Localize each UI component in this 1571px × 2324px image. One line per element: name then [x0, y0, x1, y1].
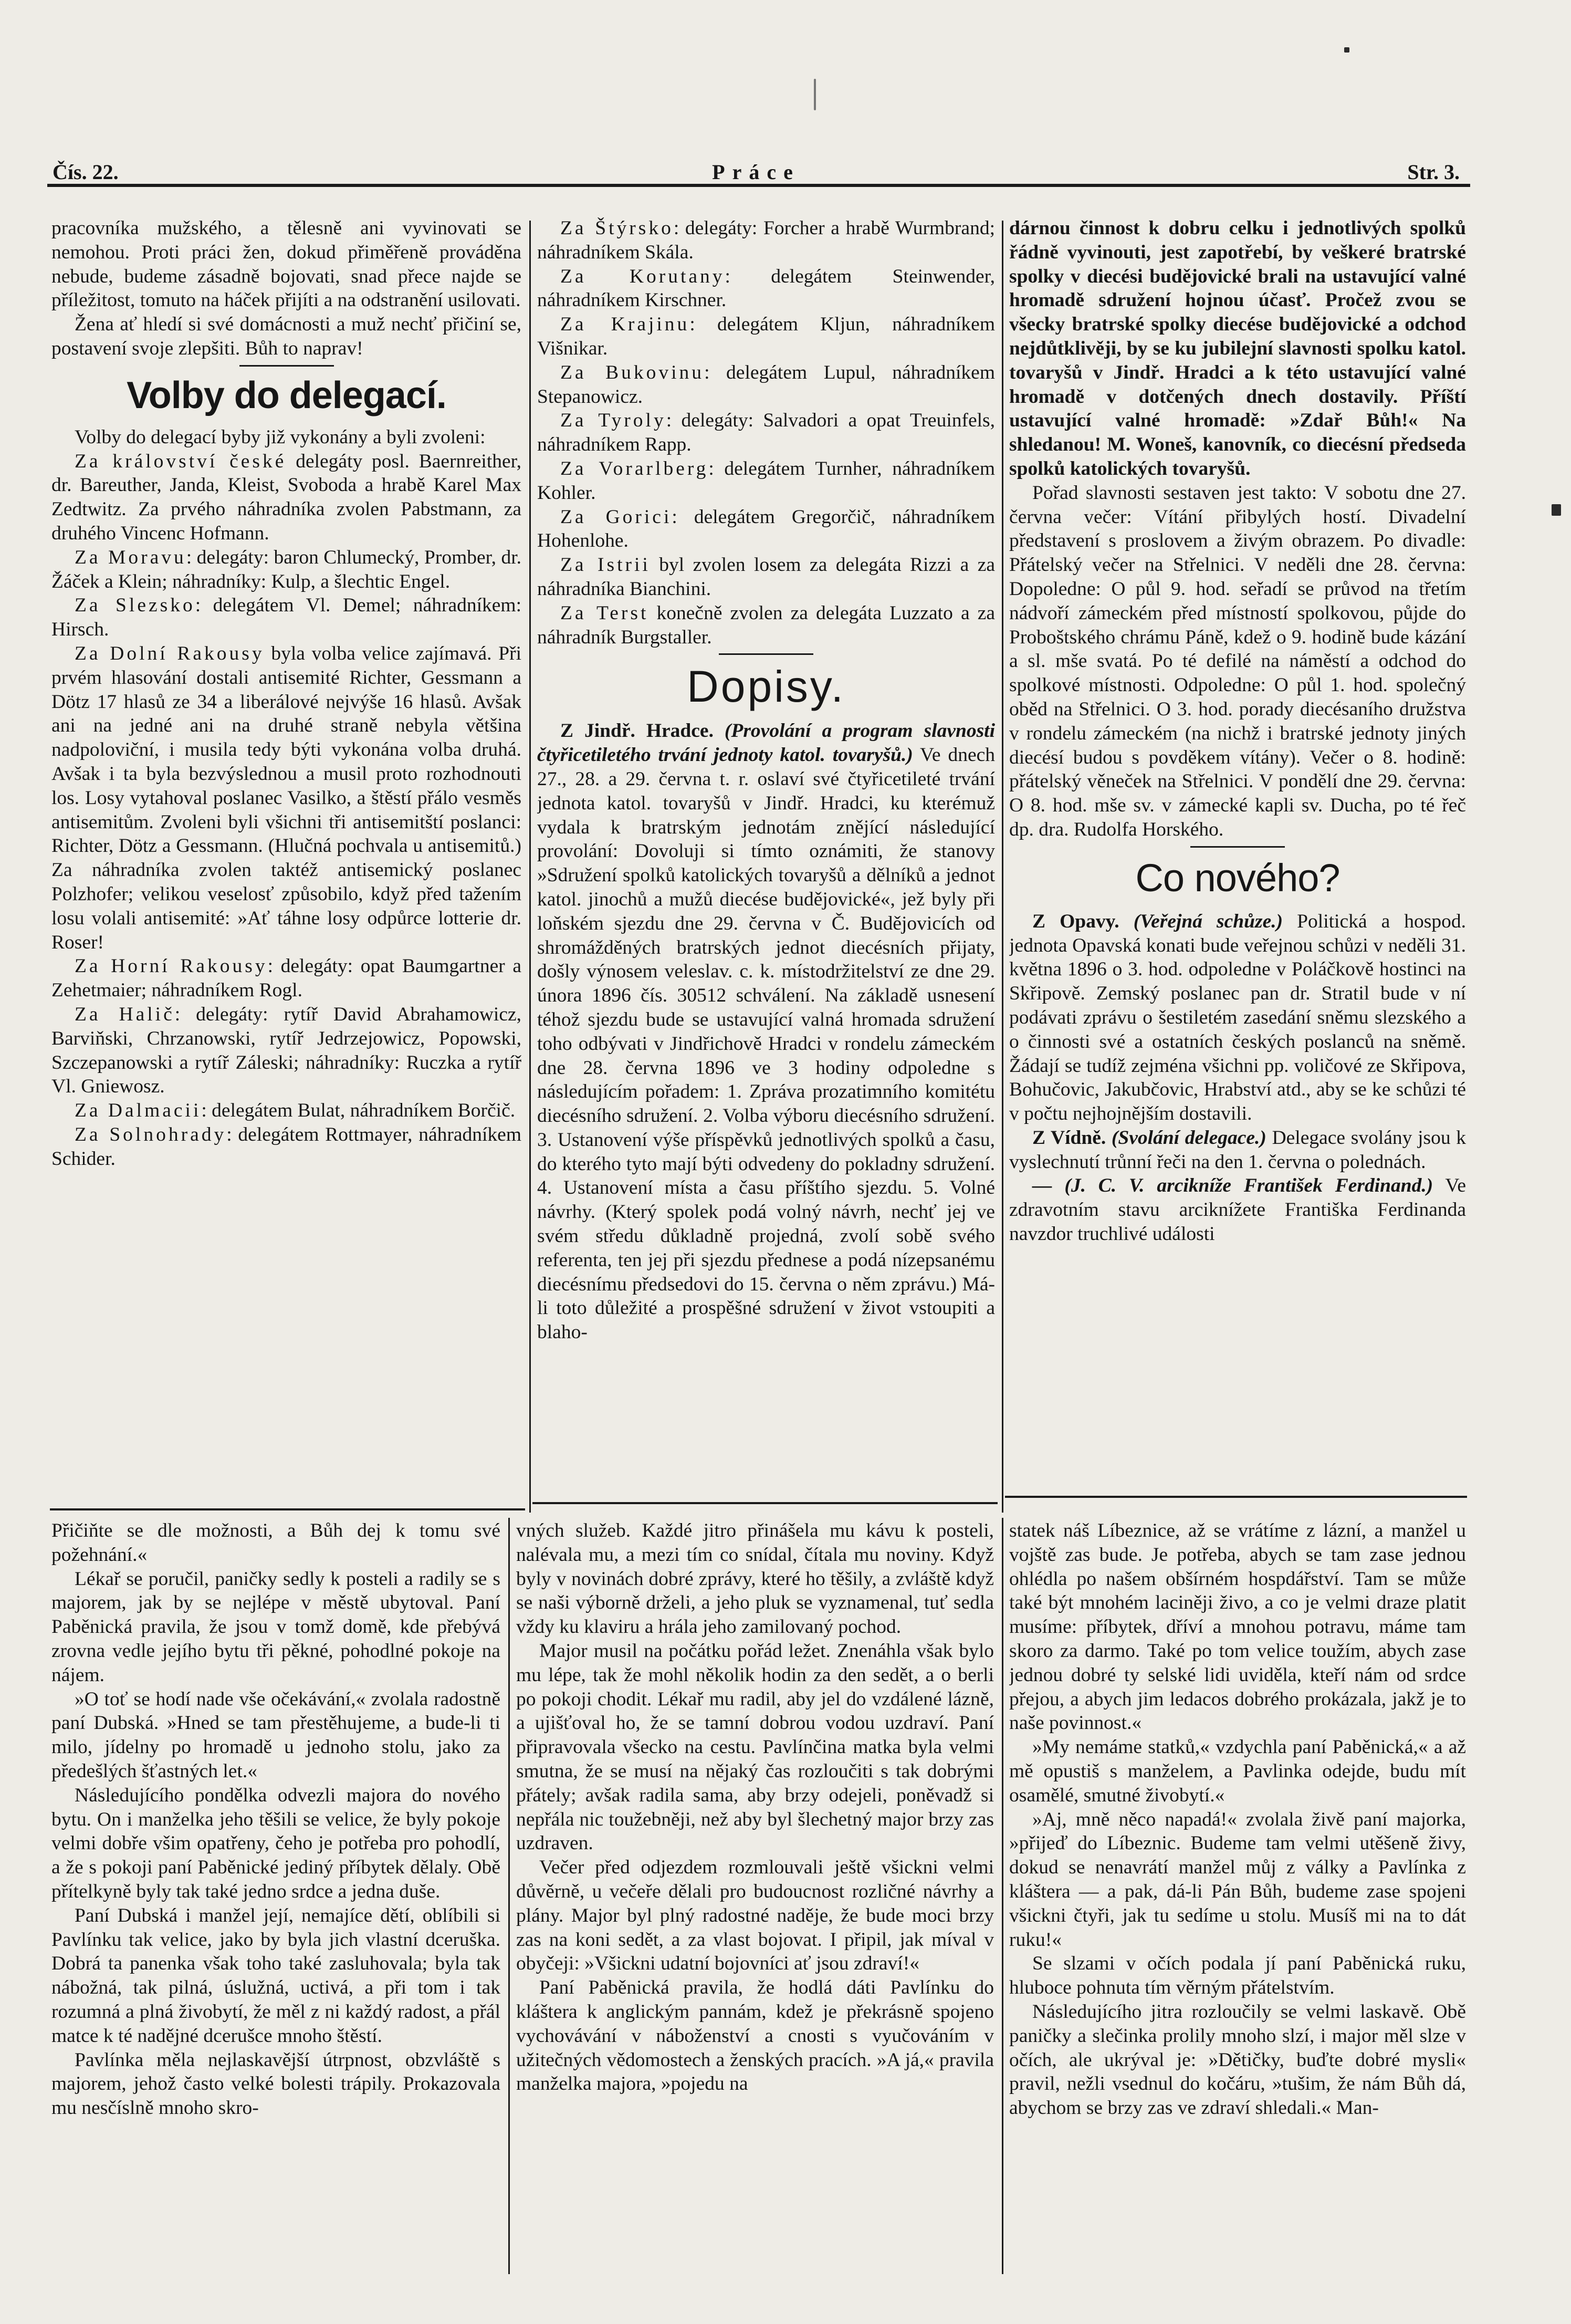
section-divider [532, 1502, 998, 1504]
delegate-entry: Za Slezsko: delegátem Vl. Demel; náhradníkem: Hirsch. [51, 595, 521, 641]
section-heading: Co nového? [1135, 856, 1340, 900]
column-divider [529, 221, 531, 1513]
paragraph: Večer před odjezdem rozmlouvali ještě všickni velmi důvěrně, u večeře dělali pro budoucnost rozličné návrhy a plány. Major byl plný radostné naděje, že bude moci brzy zas na koni sedět, a za vlast bojovat. I připil, jak míval v obyčeji: »Všickni udatní bojovníci ať jsou zdraví!« [516, 1857, 994, 1975]
delegate-entry: Za Dolní Rakousy byla volba velice zajímavá. Při prvém hlasování dostali antisemité Richter, Gessmann a Dötz 17 hlasů ze 34 a liberálové nejvýše 16 hlasů. Avšak ani na jedné ani na druhé straně nebyla většina nadpoloviční, i musila tedy býti vykonána volba druhá. Avšak i ta byla bezvýslednou a musil proto rozhodnouti los. Losy vytahoval poslanec Vasilko, a štěstí přálo vesměs antisemitům. Zvoleni byli všichni tři antisemitští poslanci: Richter, Dötz a Gessmann. (Hlučná pochvala u antisemitů.) Za náhradníka zvolen taktéž antisemický poslanec Polzhofer; velikou veselosť způsobilo, když před tažením losu volali antisemité: »Ať táhne losy odpůrce lotterie dr. Roser! [51, 642, 521, 953]
paragraph: Lékař se poručil, paničky sedly k posteli a radily se s majorem, jak by se nejlépe v městě ubytoval. Paní Paběnická pravila, že jsou v tomž domě, kde přebývá zrovna vedle jejího bytu tři pěkné, pohodlné pokoje na nájem. [51, 1568, 500, 1686]
delegate-entry: Za Vorarlberg: delegátem Turnher, náhradníkem Kohler. [537, 457, 995, 504]
delegate-entry: Za Krajinu: delegátem Kljun, náhradníkem Višnikar. [537, 314, 995, 359]
paragraph: Volby do delegací byby již vykonány a byli zvoleni: [75, 426, 486, 448]
delegate-entry: Za Tyroly: delegáty: Salvadori a opat Treuinfels, náhradníkem Rapp. [537, 410, 995, 456]
news-item: — (J. C. V. arciknížе František Ferdinand.) Ve zdravotním stavu arciknížete Františka Ferdinanda navzdor truchlivé události [1009, 1175, 1466, 1245]
paragraph: Následujícího pondělka odvezli majora do nového bytu. On i manželka jeho těšili se velice, že byly pokoje velmi dobře všim opatřeny, čeho je potřeba pro pohodlí, a že s pokoji paní Paběnické jediný příbytek dělaly. Obě přítelkyně byly tak také jedno srdce a jedna duše. [51, 1784, 500, 1902]
section-heading: Dopisy. [687, 662, 845, 712]
delegate-entry: Za Halič: delegáty: rytíř David Abrahamowicz, Barviňski, Chrzanowski, rytíř Jedrzejowicz, Popowski, Szczepanowski a rytíř Záleski; náhradníky: Ruczka a rytíř Vl. Gniewosz. [51, 1003, 521, 1098]
news-column-1 [51, 216, 521, 1504]
paragraph: Přičiňte se dle možnosti, a Bůh dej k tomu své požehnání.« [51, 1520, 500, 1566]
column-divider [508, 1518, 510, 2274]
delegate-entry: Za Dalmacii: delegátem Bulat, náhradníkem Borčič. [75, 1100, 516, 1122]
article-heading: Volby do delegací. [127, 374, 446, 416]
delegate-entry: Za Bukovinu: delegátem Lupul, náhradníkem Stepanowicz. [537, 361, 995, 408]
paragraph: »O toť se hodí nade vše očekávání,« zvolala radostně paní Dubská. »Hned se tam přestěhujeme, a bude-li ti milo, jídelny po hromadě u jednoho stolu, jako za předešlých šťastných let.« [51, 1688, 500, 1782]
story-column-2 [516, 1519, 994, 2275]
news-column-2 [537, 216, 995, 1498]
short-divider [239, 365, 334, 367]
delegate-entry: Za Korutany: delegátem Steinwender, náhradníkem Kirschner. [537, 265, 995, 311]
paragraph: pracovníka mužského, a tělesně ani vyvinovati se nemohou. Proti práci žen, dokud přiměřeně prováděna nebude, budeme zásadně bojovati, snad přece najde se příležitost, tomuto na háček přijíti a na odstranění usilovati. [51, 217, 521, 311]
story-column-3 [1009, 1519, 1466, 2275]
paragraph: »Aj, mně něco napadá!« zvolala živě paní majorka, »přijeď do Líbeznic. Budeme tam velmi utěšeně živy, dokud se nenavrátí manžel můj z války a Pavlínka z kláštera — a pak, dá-li Pán Bůh, budeme zase spojeni všickni čtyři, jak tu sedíme u stolu. Musíš mi na to dát ruku!« [1009, 1808, 1466, 1951]
column-divider [1002, 1518, 1003, 2274]
section-divider [1005, 1496, 1467, 1498]
story-column-1 [51, 1519, 500, 2275]
delegate-entry: Za království české delegáty posl. Baernreither, dr. Bareuther, Janda, Kleist, Svoboda a hrabě Karel Max Zedtwitz. Za prvého náhradníka zvolen Pabstmann, za druhého Vincenc Hofmann. [51, 450, 521, 544]
paragraph: dárnou činnost k dobru celku i jednotlivých spolků řádně vyvinouti, jest zapotřebí, by veškeré bratrské spolky v diecési budějovické brali na ustavující valné hromadě sdružení hojnou účasť. Pročež zvou se všecky bratrské spolky diecése budějovické a odchod nejdůtklivěji, by se ku jubilejní slavnosti spolku katol. tovaryšů v Jindř. Hradci a k této ustavující valné hromadě v dotčených dnech dostavily. Příští ustavující valné hromadě: »Zdař Bůh!« Na shledanou! M. Woneš, kanovník, co diecésní předseda spolků katolických tovaryšů. [1009, 217, 1466, 480]
news-column-3 [1009, 216, 1466, 1492]
paragraph: Následujícího jitra rozloučily se velmi laskavě. Obě paničky a slečinka prolily mnoho slzí, i major měl slze v očích, ale ukrýval je: »Dětičky, buďte dobré mysli« pravil, nežli vsednul do kočáru, »tušim, že nám Bůh dá, abychom se brzy zas ve zdraví shledali.« Man- [1009, 2000, 1466, 2119]
delegate-entry: Za Terst konečně zvolen za delegáta Luzzato a za náhradník Burgstaller. [537, 602, 995, 648]
issue-number: Čís. 22. [53, 160, 119, 184]
header-rule [47, 184, 1470, 187]
paragraph: Pavlínka měla nejlaskavější útrpnost, obzvláště s majorem, jehož často velké bolesti trápily. Prokazovala mu nesčíslně mnoho skro- [51, 2049, 500, 2119]
column-divider [1002, 221, 1003, 1513]
short-divider [1190, 846, 1285, 848]
paragraph: Paní Paběnická pravila, že hodlá dáti Pavlínku do kláštera k anglickým pannám, kdež je překrásně spojeno vychovávání v náboženství a cnosti s vyučováním v užitečných vědomostech a ženských pracích. »A já,« pravila manželka majora, »pojedu na [516, 1977, 994, 2095]
delegate-entry: Za Gorici: delegátem Gregorčič, náhradníkem Hohenlohe. [537, 506, 995, 552]
delegate-entry: Za Solnohrady: delegátem Rottmayer, náhradníkem Schider. [51, 1123, 521, 1170]
paragraph: statek náš Líbeznice, až se vrátíme z lázní, a manžel u vojště zas bude. Je potřeba, abych se tam zase jednou ohlédla po našem obšírném hospdářství. Tam se může také být mnohém laciněji živo, a co je velmi draze platit musíme: příbytek, dříví a mnohou potravu, máme tam skoro za darmo. Také po tom velice toužím, abych zase jednou dobré ty selské lidi uviděla, kteří nám od srdce přejou, a abych jim ledacos dobrého prokázala, jakž je to naše povinnost.« [1009, 1520, 1466, 1734]
news-item: Z Vídně. (Svolání delegace.) Delegace svolány jsou k vyslechnutí trůnní řeči na den 1. června o polednách. [1009, 1127, 1466, 1173]
scan-speck [1552, 504, 1561, 516]
delegate-entry: Za Istrii byl zvolen losem za delegáta Rizzi a za náhradníka Bianchini. [537, 554, 995, 600]
paragraph: Žena ať hledí si své domácnosti a muž nechť přičiní se, postavení svoje zlepšiti. Bůh to naprav! [51, 314, 521, 359]
paragraph: Pořad slavnosti sestaven jest takto: V sobotu dne 27. června večer: Vítání přibylých hostí. Divadelní představení s proslovem a živým obrazem. Po divadle: Přátelský večer na Střelnici. V neděli dne 28. června: Dopoledne: O půl 9. hod. seřadí se průvod na třetím nádvoří zámeckém před místností spolkovou, půjde do Proboštského chrámu Páně, kdež o 9. hodině bude kázání a sl. mše svatá. Po té defilé na náměstí a odchod do spolkové místnosti. Odpoledne: O půl 1. hod. společný oběd na Střelnici. O 3. hod. porady diecésaního družstva v rondelu zámeckém (na nichž i bratrské jednoty jiných diecésí budou s povděkem vítány). Večer o 8. hodině: přátelský věneček na Střelnici. V pondělí dne 29. června: O 8. hod. mše sv. v zámecké kapli sv. Ducha, po té řeč dp. dra. Rudolfa Horského. [1009, 482, 1466, 840]
paragraph: »My nemáme statků,« vzdychla paní Paběnická,« a až mě opustiš s manželem, a Pavlinka odejde, budu mít osamělé, smutné živobytí.« [1009, 1736, 1466, 1806]
paragraph: Paní Dubská i manžel její, nemajíce dětí, oblíbili si Pavlínku tak velice, jako by byla jich vlastní dceruška. Dobrá ta panenka však toho také zasluhovala; byla tak nábožná, tak pilná, úslužná, uctivá, a při tom i tak rozumná a plná živobytí, že měl z ni každý radost, a přál matce k té nadějné dcerušce mnoho štěstí. [51, 1904, 500, 2047]
scan-speck [1344, 47, 1349, 53]
paragraph: Se slzami v očích podala jí paní Paběnická ruku, hluboce pohnuta tím věrným přátelstvím. [1009, 1953, 1466, 1999]
paragraph: Major musil na počátku pořád ležet. Znenáhla však bylo mu lépe, tak že mohl několik hodin za den sedět, a o berli po pokoji chodit. Lékař mu radil, aby jel do vzdálené lázně, a ujišťoval ho, že se tamní dobrou vodou uzdraví. Paní připravovala všecko na cestu. Pavlínčina matka byla velmi smutna, že se musí na nějaký čas rozloučiti s tak dobrými přátely; avšak radila sama, aby brzy odejeli, poněvadž si nepřála nic toužebněji, než aby byl šlechetný major brzy zas uzdraven. [516, 1640, 994, 1854]
delegate-entry: Za Moravu: delegáty: baron Chlumecký, Promber, dr. Žáček a Klein; náhradníky: Kulp, a šlechtic Engel. [51, 546, 521, 592]
delegate-entry: Za Štýrsko: delegáty: Forcher a hrabě Wurmbrand; náhradníkem Skála. [537, 217, 995, 263]
scan-mark [814, 79, 816, 110]
page-number: Str. 3. [1407, 160, 1460, 184]
section-divider [50, 1508, 525, 1510]
newspaper-title: Práce [712, 160, 800, 184]
delegate-entry: Za Horní Rakousy: delegáty: opat Baumgartner a Zehetmaier; náhradníkem Rogl. [51, 955, 521, 1002]
news-item: Z Opavy. (Veřejná schůze.) Politická a hospod. jednota Opavská konati bude veřejnou schůzi v neděli 31. května 1896 o 3. hod. odpoledne v Poláčkově hostinci na Skřipově. Zemský poslanec pan dr. Stratil bude v ní podávati zprávu o šestiletém zasedání sněmu slezského a o činnosti své a ostatních českých poslanců na sněmě. Žádají se tudíž zejména všichni pp. voličové ze Skřipova, Bohučovic, Jakubčovic, Hrabství atd., aby se ke schůzi té v počtu nejhojnějším dostavili. [1009, 910, 1466, 1125]
letter-item: Z Jindř. Hradce. (Provolání a program slavnosti čtyřicetiletého trvání jednoty katol. tovaryšů.) Ve dnech 27., 28. a 29. června t. r. oslaví své čtyřicetileté trvání jednota katol. tovaryšů v Jindř. Hradci, ku kterémuž vydala k bratrským jednotám znějící následující provolání: Dovoluji si tímto oznámiti, že stanovy »Sdružení spolků katolických tovaryšů a dělníků a jednot katol. jinochů a mužů diecése budějovické«, jež byly při loňském sjezdu dne 29. června v Č. Budějovicích od shromážděných bratrských jednot diecésních přijaty, došly výnosem veleslav. c. k. místodržitelství ze dne 29. února 1896 čís. 30512 schválení. Na základě usnesení téhož sjezdu bude se ustavující valná hromada sdružení toho odbývati v Jindřichově Hradci v rondelu zámeckém dne 28. června 1896 ve 3 hodiny odpoledne s následujícím pořadem: 1. Zpráva prozatimního komitétu diecésního sdružení. 2. Volba výboru diecésního sdružení. 3. Ustanovení výše příspěvků jednotlivých spolků a času, do kterého tyto mají býti odvedeny do pokladny sdružení. 4. Ustanovení místa a času příštího sjezdu. 5. Volné návrhy. (Který spolek podá volný návrh, nechť jej ve svém středu důkladně projedná, zvolí sobě svého referenta, ten jej při sjezdu přednese a podá nízepsanému diecésnímu předsedovi do 15. června o něm zprávu.) Má-li toto důležité a prospěšné sdružení v život vstoupiti a blaho- [537, 720, 995, 1343]
paragraph: vných služeb. Každé jitro přinášela mu kávu k posteli, nalévala mu, a mezi tím co snídal, čítala mu noviny. Když byly v novinách dobré zprávy, které ho těšily, a zvláště když se naši výborně drželi, a jeho pluk se vyznamenal, tuť sedla vždy ku klaviru a hrála jeho zamilovaný pochod. [516, 1520, 994, 1638]
short-divider [719, 653, 813, 655]
